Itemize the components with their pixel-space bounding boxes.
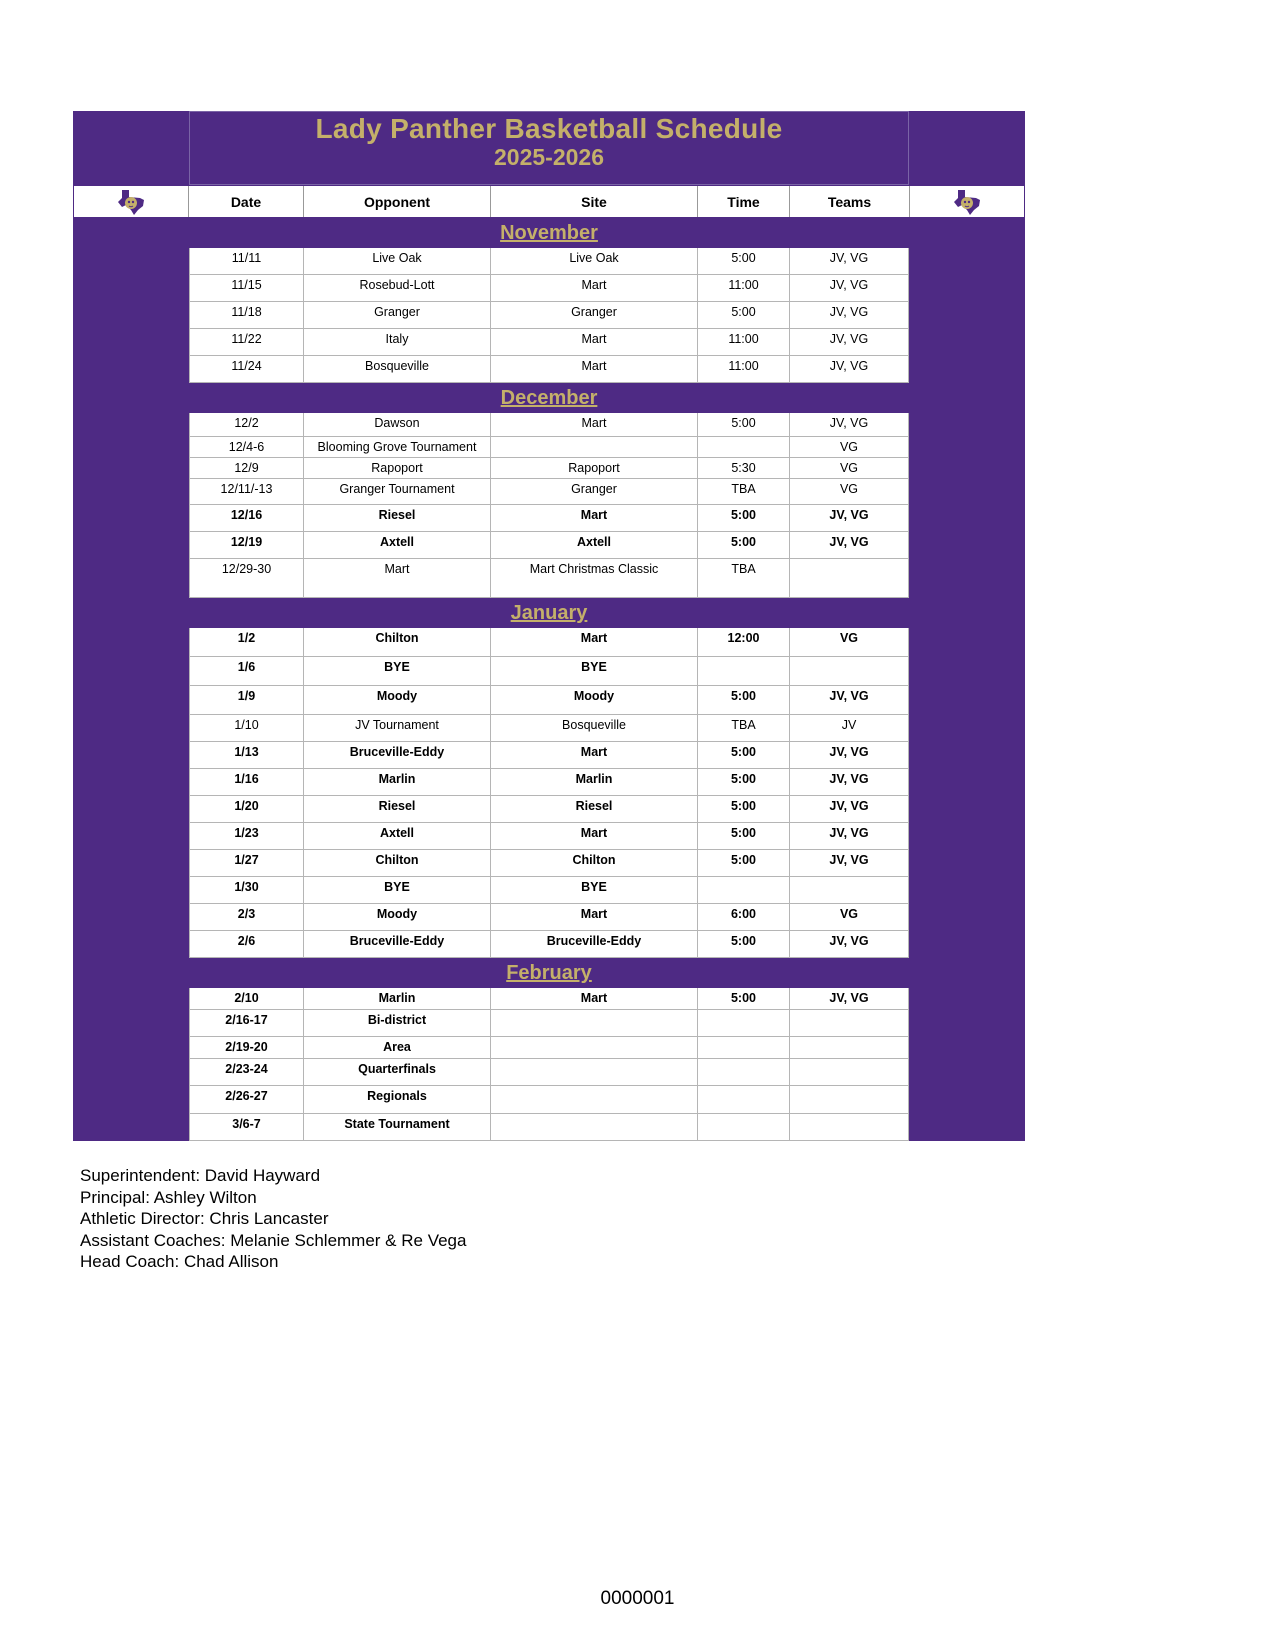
date-cell: 1/10 — [189, 715, 304, 741]
date-cell: 1/27 — [189, 850, 304, 876]
date-cell: 1/16 — [189, 769, 304, 795]
site-cell — [491, 1114, 698, 1140]
date-cell: 2/26-27 — [189, 1086, 304, 1113]
table-row — [189, 1114, 909, 1141]
time-cell — [698, 1086, 790, 1113]
teams-cell: JV, VG — [790, 796, 909, 822]
site-cell: Moody — [491, 686, 698, 714]
site-cell: Mart — [491, 742, 698, 768]
opponent-cell: Marlin — [304, 988, 491, 1009]
staff-line: Athletic Director: Chris Lancaster — [80, 1209, 329, 1228]
time-cell — [698, 1114, 790, 1140]
opponent-cell: Regionals — [304, 1086, 491, 1113]
page-number: 0000001 — [600, 1588, 675, 1609]
teams-cell: VG — [790, 904, 909, 930]
opponent-cell: Moody — [304, 686, 491, 714]
teams-cell: JV, VG — [790, 505, 909, 531]
site-cell: Mart — [491, 275, 698, 301]
site-cell: Marlin — [491, 769, 698, 795]
table-row — [189, 275, 909, 302]
table-row — [189, 877, 909, 904]
table-row — [189, 850, 909, 877]
table-row — [189, 823, 909, 850]
date-cell: 11/15 — [189, 275, 304, 301]
teams-cell: VG — [790, 437, 909, 457]
month-header-november: November — [189, 218, 909, 248]
opponent-cell: Riesel — [304, 505, 491, 531]
site-cell: Mart — [491, 329, 698, 355]
time-cell: 5:00 — [698, 686, 790, 714]
site-cell: Bosqueville — [491, 715, 698, 741]
time-cell: 11:00 — [698, 356, 790, 382]
site-cell — [491, 1059, 698, 1085]
months-container — [189, 218, 909, 1141]
opponent-cell: Rapoport — [304, 458, 491, 478]
time-cell: 11:00 — [698, 275, 790, 301]
header-time: Time — [698, 186, 790, 217]
table-row — [189, 686, 909, 715]
table-row — [189, 413, 909, 437]
table-row — [189, 1059, 909, 1086]
date-cell: 12/29-30 — [189, 559, 304, 597]
staff-line: Principal: Ashley Wilton — [80, 1187, 257, 1207]
opponent-cell: Bi-district — [304, 1010, 491, 1036]
site-cell: BYE — [491, 657, 698, 685]
opponent-cell: Bosqueville — [304, 356, 491, 382]
header-site: Site — [491, 186, 698, 217]
time-cell — [698, 657, 790, 685]
opponent-cell: State Tournament — [304, 1114, 491, 1140]
title-band — [73, 111, 1025, 185]
table-row — [189, 1086, 909, 1114]
schedule-title: Lady Panther Basketball Schedule — [315, 113, 783, 144]
season-label: 2025-2026 — [494, 144, 604, 170]
site-cell: Mart Christmas Classic — [491, 559, 698, 597]
table-row — [189, 559, 909, 598]
side-band-left — [73, 218, 189, 1141]
teams-cell — [790, 657, 909, 685]
opponent-cell: JV Tournament — [304, 715, 491, 741]
time-cell: 5:00 — [698, 850, 790, 876]
date-cell: 11/24 — [189, 356, 304, 382]
teams-cell: JV, VG — [790, 356, 909, 382]
site-cell: Mart — [491, 904, 698, 930]
date-cell: 1/30 — [189, 877, 304, 903]
teams-cell: JV, VG — [790, 413, 909, 436]
schedule-body — [73, 218, 1025, 1141]
opponent-cell: Dawson — [304, 413, 491, 436]
date-cell: 2/10 — [189, 988, 304, 1009]
date-cell: 12/19 — [189, 532, 304, 558]
table-row — [189, 329, 909, 356]
opponent-cell: Quarterfinals — [304, 1059, 491, 1085]
date-cell: 12/16 — [189, 505, 304, 531]
texas-panther-logo-icon — [950, 188, 984, 216]
title-pad-right — [909, 111, 1025, 185]
time-cell — [698, 1059, 790, 1085]
teams-cell — [790, 1010, 909, 1036]
teams-cell: JV, VG — [790, 532, 909, 558]
opponent-cell: Rosebud-Lott — [304, 275, 491, 301]
site-cell: Mart — [491, 356, 698, 382]
site-cell: Mart — [491, 505, 698, 531]
table-row — [189, 437, 909, 458]
table-row — [189, 931, 909, 958]
teams-cell: VG — [790, 628, 909, 656]
site-cell: Riesel — [491, 796, 698, 822]
staff-list — [80, 1165, 466, 1273]
site-cell: Granger — [491, 302, 698, 328]
teams-cell: JV, VG — [790, 823, 909, 849]
site-cell: BYE — [491, 877, 698, 903]
time-cell: 12:00 — [698, 628, 790, 656]
date-cell: 2/16-17 — [189, 1010, 304, 1036]
opponent-cell: Bruceville-Eddy — [304, 931, 491, 957]
teams-cell: JV — [790, 715, 909, 741]
texas-panther-logo-icon — [114, 188, 148, 216]
site-cell — [491, 1037, 698, 1058]
table-row — [189, 796, 909, 823]
time-cell — [698, 1037, 790, 1058]
teams-cell: JV, VG — [790, 248, 909, 274]
teams-cell: JV, VG — [790, 302, 909, 328]
staff-line: Superintendent: David Hayward — [80, 1166, 321, 1185]
teams-cell: VG — [790, 479, 909, 504]
date-cell: 1/9 — [189, 686, 304, 714]
opponent-cell: Axtell — [304, 532, 491, 558]
teams-cell: JV, VG — [790, 850, 909, 876]
month-header-december: December — [189, 383, 909, 413]
staff-line: Head Coach: Chad Allison — [80, 1252, 279, 1271]
time-cell: 5:00 — [698, 931, 790, 957]
time-cell — [698, 1010, 790, 1036]
opponent-cell: Italy — [304, 329, 491, 355]
opponent-cell: Area — [304, 1037, 491, 1058]
time-cell: 5:00 — [698, 532, 790, 558]
time-cell: TBA — [698, 559, 790, 597]
date-cell: 1/2 — [189, 628, 304, 656]
date-cell: 12/4-6 — [189, 437, 304, 457]
opponent-cell: Marlin — [304, 769, 491, 795]
site-cell: Live Oak — [491, 248, 698, 274]
date-cell: 12/2 — [189, 413, 304, 436]
site-cell: Mart — [491, 823, 698, 849]
time-cell: 5:00 — [698, 248, 790, 274]
date-cell: 12/9 — [189, 458, 304, 478]
site-cell: Mart — [491, 628, 698, 656]
schedule-sheet — [73, 111, 1025, 1141]
teams-cell: JV, VG — [790, 931, 909, 957]
table-row — [189, 458, 909, 479]
teams-cell — [790, 877, 909, 903]
site-cell — [491, 1010, 698, 1036]
site-cell: Bruceville-Eddy — [491, 931, 698, 957]
opponent-cell: Chilton — [304, 850, 491, 876]
header-date: Date — [189, 186, 304, 217]
time-cell: 5:00 — [698, 769, 790, 795]
site-cell: Chilton — [491, 850, 698, 876]
time-cell: 5:00 — [698, 823, 790, 849]
opponent-cell: Chilton — [304, 628, 491, 656]
logo-cell-left — [74, 186, 189, 217]
site-cell: Mart — [491, 988, 698, 1009]
logo-cell-right — [909, 186, 1024, 217]
teams-cell: JV, VG — [790, 742, 909, 768]
site-cell: Mart — [491, 413, 698, 436]
opponent-cell: Granger Tournament — [304, 479, 491, 504]
table-row — [189, 1010, 909, 1037]
teams-cell — [790, 559, 909, 597]
time-cell: TBA — [698, 715, 790, 741]
time-cell — [698, 877, 790, 903]
staff-line: Assistant Coaches: Melanie Schlemmer & Re Vega — [80, 1230, 467, 1250]
time-cell: 6:00 — [698, 904, 790, 930]
teams-cell — [790, 1086, 909, 1113]
date-cell: 2/19-20 — [189, 1037, 304, 1058]
time-cell: 5:30 — [698, 458, 790, 478]
teams-cell: JV, VG — [790, 988, 909, 1009]
month-header-february: February — [189, 958, 909, 988]
date-cell: 2/23-24 — [189, 1059, 304, 1085]
date-cell: 11/18 — [189, 302, 304, 328]
opponent-cell: Granger — [304, 302, 491, 328]
time-cell: 5:00 — [698, 988, 790, 1009]
date-cell: 1/6 — [189, 657, 304, 685]
time-cell — [698, 437, 790, 457]
table-row — [189, 742, 909, 769]
time-cell: 5:00 — [698, 302, 790, 328]
opponent-cell: Bruceville-Eddy — [304, 742, 491, 768]
month-header-january: January — [189, 598, 909, 628]
date-cell: 2/3 — [189, 904, 304, 930]
table-row — [189, 988, 909, 1010]
teams-cell — [790, 1114, 909, 1140]
teams-cell: JV, VG — [790, 769, 909, 795]
table-row — [189, 769, 909, 796]
date-cell: 11/22 — [189, 329, 304, 355]
table-row — [189, 628, 909, 657]
site-cell: Rapoport — [491, 458, 698, 478]
title-pad-left — [73, 111, 189, 185]
teams-cell: JV, VG — [790, 275, 909, 301]
table-row — [189, 505, 909, 532]
opponent-cell: Blooming Grove Tournament — [304, 437, 491, 457]
column-header-row — [73, 185, 1025, 218]
date-cell: 1/20 — [189, 796, 304, 822]
table-row — [189, 532, 909, 559]
date-cell: 1/23 — [189, 823, 304, 849]
opponent-cell: Moody — [304, 904, 491, 930]
date-cell: 3/6-7 — [189, 1114, 304, 1140]
table-row — [189, 657, 909, 686]
opponent-cell: BYE — [304, 657, 491, 685]
header-opponent: Opponent — [304, 186, 491, 217]
title-cell — [189, 111, 909, 185]
opponent-cell: Axtell — [304, 823, 491, 849]
time-cell: 5:00 — [698, 505, 790, 531]
table-row — [189, 1037, 909, 1059]
time-cell: TBA — [698, 479, 790, 504]
table-row — [189, 302, 909, 329]
site-cell — [491, 437, 698, 457]
table-row — [189, 904, 909, 931]
opponent-cell: Mart — [304, 559, 491, 597]
site-cell — [491, 1086, 698, 1113]
table-row — [189, 479, 909, 505]
date-cell: 2/6 — [189, 931, 304, 957]
time-cell: 11:00 — [698, 329, 790, 355]
header-teams: Teams — [827, 193, 872, 210]
table-row — [189, 356, 909, 383]
teams-cell: JV, VG — [790, 329, 909, 355]
opponent-cell: BYE — [304, 877, 491, 903]
date-cell: 1/13 — [189, 742, 304, 768]
table-row — [189, 715, 909, 742]
teams-cell: JV, VG — [790, 686, 909, 714]
teams-cell: VG — [790, 458, 909, 478]
column-headers — [189, 186, 909, 217]
time-cell: 5:00 — [698, 413, 790, 436]
time-cell: 5:00 — [698, 796, 790, 822]
side-band-right — [909, 218, 1025, 1141]
opponent-cell: Live Oak — [304, 248, 491, 274]
date-cell: 12/11/-13 — [189, 479, 304, 504]
time-cell: 5:00 — [698, 742, 790, 768]
site-cell: Granger — [491, 479, 698, 504]
table-row — [189, 248, 909, 275]
date-cell: 11/11 — [189, 248, 304, 274]
opponent-cell: Riesel — [304, 796, 491, 822]
teams-cell — [790, 1037, 909, 1058]
teams-cell — [790, 1059, 909, 1085]
site-cell: Axtell — [491, 532, 698, 558]
